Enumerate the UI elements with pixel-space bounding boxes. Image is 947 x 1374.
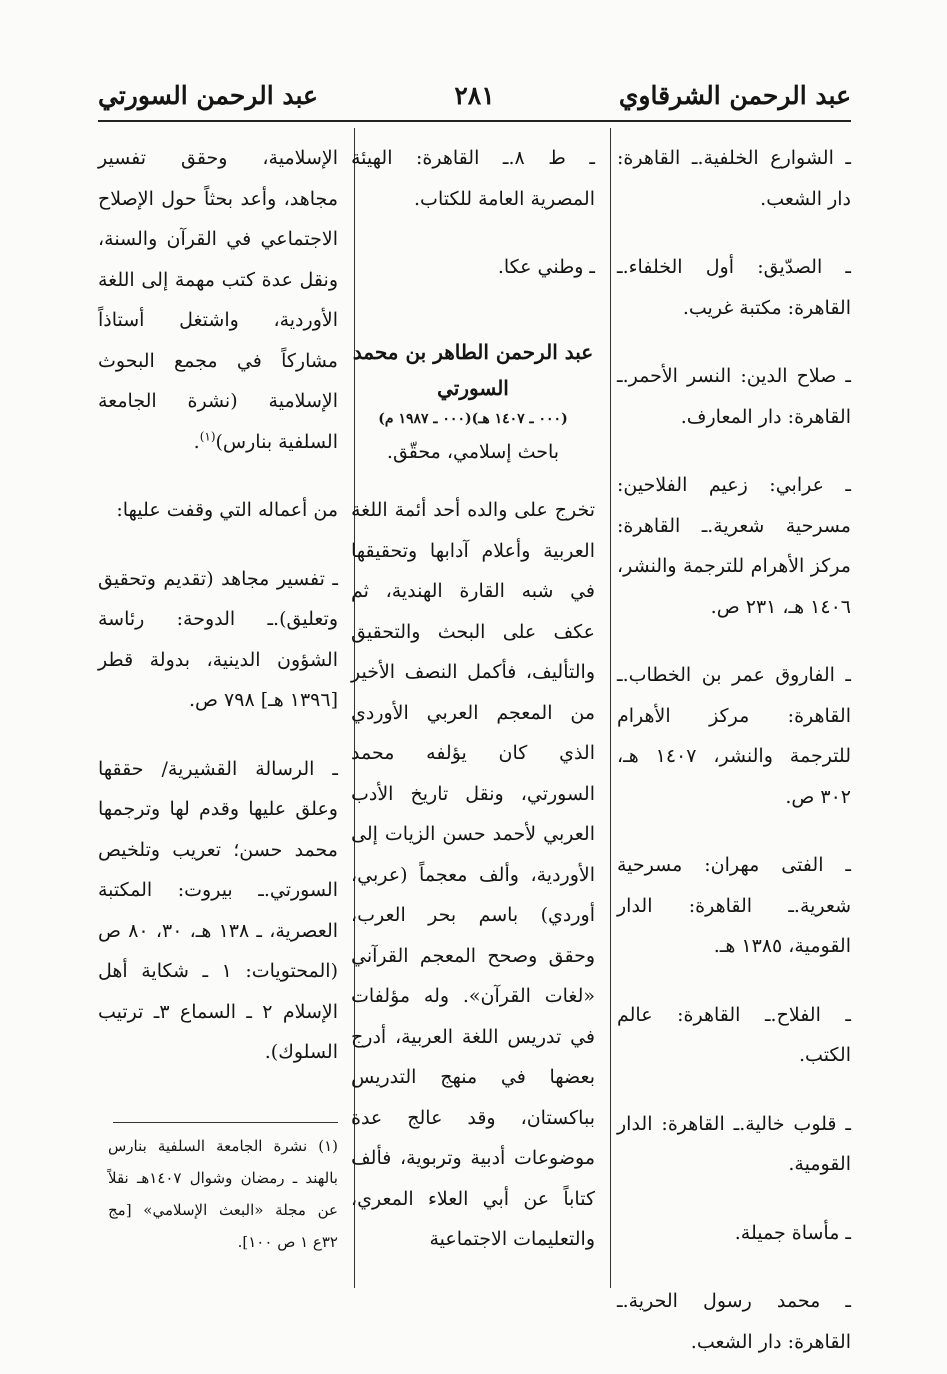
works-intro: من أعماله التي وقفت عليها: — [116, 499, 338, 521]
list-item: ـ ط ٨.ـ القاهرة: الهيئة المصرية العامة للكتاب. — [351, 147, 595, 210]
list-item: ـ الصدّيق: أول الخلفاء.ـ القاهرة: مكتبة غريب. — [617, 256, 851, 319]
list-item: ـ الفتى مهران: مسرحية شعرية.ـ القاهرة: الدار القومية، ١٣٨٥ هـ. — [617, 854, 851, 957]
list-item: ـ الشوارع الخلفية.ـ القاهرة: دار الشعب. — [617, 147, 851, 210]
page-number: ٢٨١ — [454, 81, 495, 110]
list-item: ـ الفلاح.ـ القاهرة: عالم الكتب. — [617, 1003, 851, 1066]
list-item: ـ محمد رسول الحرية.ـ القاهرة: دار الشعب. — [617, 1290, 851, 1353]
list-item: ـ الرسالة القشيرية/ حققها وعلق عليها وقدم لها وترجمها محمد حسن؛ تعريب وتلخيص السورتي.ـ بيروت: المكتبة العصرية، ـ ١٣٨ هـ، ٣٠، ٨٠ ص (المحتويات: ١ ـ شكاية أهل الإسلام ٢ ـ السماع ٣ـ ترتيب السلوك). — [98, 757, 339, 1063]
list-item: ـ وطني عكا. — [497, 256, 595, 278]
biography-continued-text: الإسلامية، وحقق تفسير مجاهد، وأعد بحثاً حول الإصلاح الاجتماعي في القرآن والسنة، ونقل عدة كتب مهمة إلى اللغة الأوردية، واشتغل أستاذاً مشاركاً في مجمع البحوث الإسلامية (نشرة الجامعة السلفية بنارس) — [98, 147, 338, 453]
biography-end-mark: . — [193, 430, 200, 453]
biography-text: تخرج على والده أحد أئمة اللغة العربية وأعلام آدابها وتحقيقها في شبه القارة الهندية، ثم عكف على البحث والتحقيق والتأليف، فأكمل النصف الأخير من المعجم العربي الأوردي الذي كان يؤلفه محمد السورتي، ونقل تاريخ الأدب العربي لأحمد حسن الزيات إلى الأوردية، وألف معجماً (عربي، أوردي) باسم بحر العرب، وحقق وصحح المعجم القرآني «لغات القرآن». وله مؤلفات في تدريس اللغة العربية، أدرج بعضها في منهج التدريس بباكستان، وقد عالج عدة موضوعات أدبية وتربوية، فألف كتاباً عن أبي العلاء المعري، والتعليمات الاجتماعية — [351, 499, 595, 1250]
middle-column — [351, 138, 595, 1260]
right-column — [617, 138, 851, 1362]
page-header — [98, 78, 851, 118]
list-item: ـ مأساة جميلة. — [734, 1221, 851, 1244]
column-divider-right — [610, 128, 611, 1288]
biography-description: باحث إسلامي، محقّق. — [386, 440, 560, 463]
footnote-rule — [113, 1122, 338, 1123]
list-item: ـ صلاح الدين: النسر الأحمر.ـ القاهرة: دار المعارف. — [617, 365, 851, 428]
list-item: ـ تفسير مجاهد (تقديم وتحقيق وتعليق).ـ الدوحة: رئاسة الشؤون الدينية، بدولة قطر [١٣٩٦ هـ] ٧٩٨ ص. — [98, 567, 338, 711]
footnote-reference: (١) — [199, 429, 216, 444]
list-item: ـ عرابي: زعيم الفلاحين: مسرحية شعرية.ـ القاهرة: مركز الأهرام للترجمة والنشر، ١٤٠٦ هـ، ٢٣١ ص. — [617, 474, 851, 618]
list-item: ـ الفاروق عمر بن الخطاب.ـ القاهرة: مركز الأهرام للترجمة والنشر، ١٤٠٧ هـ، ٣٠٢ ص. — [617, 664, 851, 808]
header-rule — [98, 120, 851, 122]
biography-continued — [98, 138, 338, 462]
biography-dates: (٠٠٠ ـ ١٤٠٧ هـ)(٠٠٠ ـ ١٩٨٧ م) — [378, 410, 568, 427]
running-title-left: عبد الرحمن السورتي — [98, 81, 318, 110]
left-column — [98, 138, 338, 1073]
list-item: ـ قلوب خالية.ـ القاهرة: الدار القومية. — [617, 1112, 851, 1175]
footnote: (١) نشرة الجامعة السلفية بنارس بالهند ـ رمضان وشوال ١٤٠٧هـ نقلاً عن مجلة «البعث الإسلامي» [مج ٣٢ع ١ ص ١٠٠]. — [108, 1137, 338, 1251]
running-title-right: عبد الرحمن الشرقاوي — [618, 81, 851, 110]
biography-title: عبد الرحمن الطاهر بن محمد السورتي — [352, 339, 594, 400]
